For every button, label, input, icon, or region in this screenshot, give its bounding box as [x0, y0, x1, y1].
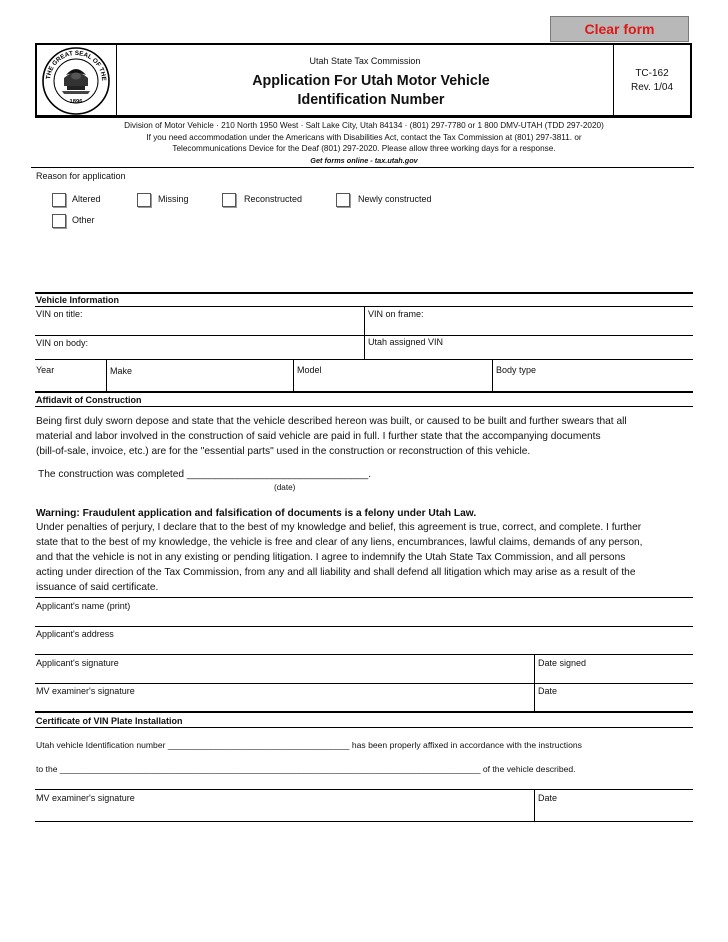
date-caption: (date): [274, 483, 296, 492]
section-divider: [35, 391, 693, 393]
utah-vin-field[interactable]: [460, 338, 690, 356]
divider: [35, 683, 693, 684]
vin-frame-field[interactable]: [368, 320, 690, 334]
certificate-mv-signature-label: MV examiner's signature: [36, 793, 135, 803]
form-number: TC-162: [635, 68, 669, 79]
affidavit-heading: Affidavit of Construction: [36, 395, 142, 405]
applicant-address-label: Applicant's address: [36, 629, 114, 639]
perjury-line: Under penalties of perjury, I declare that to the best of my knowledge and belief, this agreement is true, correct, and complete. I further: [36, 522, 642, 533]
newly-constructed-label: Newly constructed: [358, 194, 432, 204]
column-divider: [534, 654, 535, 683]
reconstructed-label: Reconstructed: [244, 194, 303, 204]
clear-form-button[interactable]: Clear form: [550, 16, 689, 42]
missing-label: Missing: [158, 194, 189, 204]
mv-date-field[interactable]: [538, 697, 690, 710]
affidavit-line: material and labor involved in the construction of said vehicle are paid in full. I further state that the accompanying documents: [36, 431, 601, 442]
construction-completed-line: The construction was completed ________________________________.: [38, 469, 372, 480]
applicant-signature-field[interactable]: [36, 669, 532, 682]
perjury-line: issuance of said certificate.: [36, 582, 159, 593]
body-type-label: Body type: [496, 365, 537, 375]
model-field[interactable]: [297, 377, 490, 389]
mv-date-label: Date: [538, 686, 558, 696]
model-label: Model: [297, 365, 322, 375]
vin-title-label: VIN on title:: [36, 309, 83, 319]
reconstructed-checkbox[interactable]: [222, 193, 236, 207]
divider: [35, 406, 693, 407]
form-title-line2: Identification Number: [297, 92, 445, 108]
divider: [35, 821, 693, 822]
form-title-line1: Application For Utah Motor Vehicle: [252, 73, 490, 89]
perjury-line: state that to the best of my knowledge, the vehicle is free and clear of any liens, encumbrances, lawful claims, demands of any person,: [36, 537, 643, 548]
column-divider: [534, 683, 535, 711]
section-divider: [35, 711, 693, 713]
divider: [35, 727, 693, 728]
make-field[interactable]: [110, 377, 290, 389]
divider: [35, 654, 693, 655]
divider: [31, 167, 694, 168]
certificate-vin-field[interactable]: [180, 738, 388, 751]
other-reason-field[interactable]: [100, 228, 690, 290]
agency-name: Utah State Tax Commission: [309, 56, 421, 66]
applicant-address-field[interactable]: [36, 640, 690, 653]
altered-label: Altered: [72, 194, 101, 204]
column-divider: [492, 359, 493, 391]
other-label: Other: [72, 215, 95, 225]
year-label: Year: [36, 365, 55, 375]
divider: [35, 597, 693, 598]
column-divider: [534, 789, 535, 821]
certificate-date-field[interactable]: [538, 805, 690, 819]
divider: [35, 626, 693, 627]
vehicle-info-heading: Vehicle Information: [36, 295, 120, 305]
year-field[interactable]: [36, 377, 104, 389]
warning-heading: Warning: Fraudulent application and falsification of documents is a felony under Utah Law.: [36, 508, 477, 519]
column-divider: [106, 359, 107, 391]
date-signed-field[interactable]: [538, 669, 690, 682]
body-type-field[interactable]: [496, 377, 690, 389]
missing-checkbox[interactable]: [137, 193, 151, 207]
mv-examiner-signature-label: MV examiner's signature: [36, 686, 135, 696]
certificate-mv-signature-field[interactable]: [36, 805, 532, 819]
applicant-name-label: Applicant's name (print): [36, 601, 131, 611]
vin-body-field[interactable]: [100, 338, 360, 356]
construction-date-field[interactable]: [192, 466, 388, 480]
affidavit-line: (bill-of-sale, invoice, etc.) are for the "essential parts" used in the construction or reconstruction of this vehicle.: [36, 446, 531, 457]
vin-title-field[interactable]: [36, 320, 363, 334]
altered-checkbox[interactable]: [52, 193, 66, 207]
date-signed-label: Date signed: [538, 658, 587, 668]
certificate-owner-line: to the ________________________________________________________________________________________ of the vehicle described.: [36, 764, 576, 774]
applicant-signature-label: Applicant's signature: [36, 658, 119, 668]
perjury-line: and that the vehicle is not in any existing or pending litigation. I agree to indemnify the Utah State Tax Commission, and all persons: [36, 552, 626, 563]
other-checkbox[interactable]: [52, 214, 66, 228]
perjury-line: acting under direction of the Tax Commission, from any and all liability and shall defend all litigation which may arise as a result of the: [36, 567, 636, 578]
accommodation-line: If you need accommodation under the Americans with Disabilities Act, contact the Tax Commission at (801) 297-3811. or: [146, 133, 582, 142]
column-divider: [364, 306, 365, 359]
utah-vin-label: Utah assigned VIN: [368, 337, 444, 347]
affidavit-line: Being first duly sworn depose and state that the vehicle described hereon was built, or caused to be built and further swears that all: [36, 416, 627, 427]
svg-text:1896: 1896: [69, 99, 83, 105]
section-divider: [35, 292, 693, 294]
newly-constructed-checkbox[interactable]: [336, 193, 350, 207]
certificate-heading: Certificate of VIN Plate Installation: [36, 716, 183, 726]
address-line: Division of Motor Vehicle · 210 North 1950 West · Salt Lake City, Utah 84134 · (801) 297-7780 or 1 800 DMV-UTAH (TDD 297-2020): [124, 121, 604, 130]
mv-examiner-signature-field[interactable]: [36, 697, 532, 710]
vin-frame-label: VIN on frame:: [368, 309, 424, 319]
reason-label: Reason for application: [36, 171, 126, 181]
certificate-vin-line: Utah vehicle Identification number ______________________________________ has been properly affixed in accordance with the instructions: [36, 740, 582, 750]
certificate-date-label: Date: [538, 793, 558, 803]
divider: [35, 335, 693, 336]
forms-online-line: Get forms online - tax.utah.gov: [310, 156, 418, 165]
form-revision: Rev. 1/04: [630, 82, 674, 93]
divider: [35, 359, 693, 360]
certificate-owner-field[interactable]: [62, 762, 510, 775]
make-label: Make: [110, 366, 133, 376]
applicant-name-field[interactable]: [36, 612, 690, 625]
divider: [35, 789, 693, 790]
column-divider: [293, 359, 294, 391]
svg-text:THE GREAT SEAL OF THE STATE OF: THE GREAT SEAL OF THE: [45, 49, 108, 82]
vin-body-label: VIN on body:: [36, 338, 89, 348]
tdd-line: Telecommunications Device for the Deaf (801) 297-2020. Please allow three working days for a response.: [172, 144, 556, 153]
utah-seal-icon: [40, 45, 112, 117]
